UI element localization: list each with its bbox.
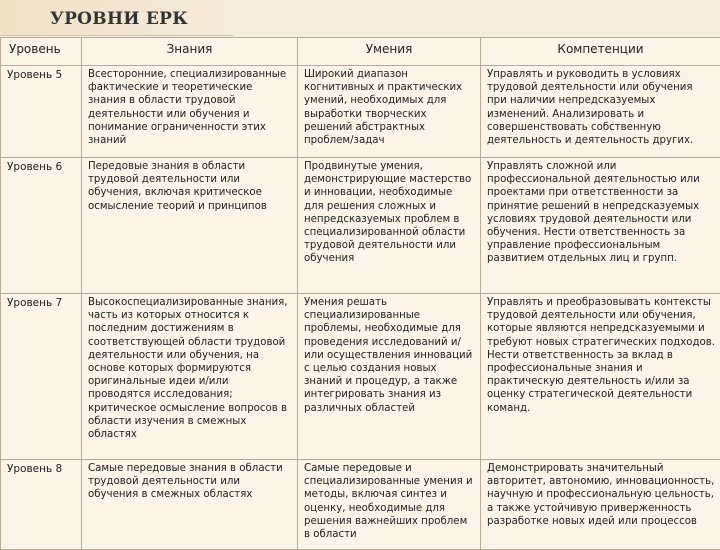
skills-cell: Самые передовые и специализированные умения и методы, включая синтез и оценку, необходимые для решения важнейших проблем в области: [298, 460, 481, 550]
skills-cell: Умения решать специализированные проблемы, необходимые для проведения исследований и/или осуществления инноваций с целью создания новых знаний и процедур, а также интегрировать знания из различных областей: [298, 294, 481, 460]
knowledge-cell: Самые передовые знания в области трудовой деятельности или обучения в смежных областях: [82, 460, 298, 550]
page-title: УРОВНИ ЕРК: [50, 9, 188, 29]
table-header-row: [1, 38, 720, 66]
header-competence: Компетенции: [481, 38, 720, 66]
table-row: [1, 294, 720, 460]
level-cell: Уровень 8: [1, 460, 82, 550]
level-cell: Уровень 5: [1, 66, 82, 158]
levels-table: [0, 37, 720, 550]
level-cell: Уровень 7: [1, 294, 82, 460]
knowledge-cell: Высокоспециализированные знания, часть из которых относится к последним достижениям в соответствующей области трудовой деятельности или обучения, на основе которых формируются оригинальные идеи и/или проводятся исследования; критическое осмысление вопросов в области изучения в смежных областях: [82, 294, 298, 460]
header-skills: Умения: [298, 38, 481, 66]
skills-cell: Широкий диапазон когнитивных и практических умений, необходимых для выработки творческих решений абстрактных проблем/задач: [298, 66, 481, 158]
table-row: [1, 460, 720, 550]
header-level: Уровень: [1, 38, 82, 66]
competence-cell: Управлять сложной или профессиональной деятельностью или проектами при ответственности за принятие решений в непредсказуемых условиях трудовой деятельности или обучения. Нести ответственность за управление профессиональным развитием отдельных лиц и групп.: [481, 158, 720, 294]
table-row: [1, 66, 720, 158]
competence-cell: Демонстрировать значительный авторитет, автономию, инновационность, научную и профессиональную цельность, а также устойчивую приверженность разработке новых идей или процессов: [481, 460, 720, 550]
skills-cell: Продвинутые умения, демонстрирующие мастерство и инновации, необходимые для решения сложных и непредсказуемых проблем в специализированной области трудовой деятельности или обучения: [298, 158, 481, 294]
competence-cell: Управлять и руководить в условиях трудовой деятельности или обучения при наличии непредсказуемых изменений. Анализировать и совершенствовать собственную деятельность и деятельность других.: [481, 66, 720, 158]
title-underline: [0, 35, 234, 36]
competence-cell: Управлять и преобразовывать контексты трудовой деятельности или обучения, которые являются непредсказуемыми и требуют новых стратегических подходов. Нести ответственность за вклад в профессиональные знания и практическую деятельность и/или за оценку стратегической деятельности команд.: [481, 294, 720, 460]
level-cell: Уровень 6: [1, 158, 82, 294]
knowledge-cell: Передовые знания в области трудовой деятельности или обучения, включая критическое осмысление теорий и принципов: [82, 158, 298, 294]
header-knowledge: Знания: [82, 38, 298, 66]
knowledge-cell: Всесторонние, специализированные фактические и теоретические знания в области трудовой деятельности или обучения и понимание ограниченности этих знаний: [82, 66, 298, 158]
table-row: [1, 158, 720, 294]
